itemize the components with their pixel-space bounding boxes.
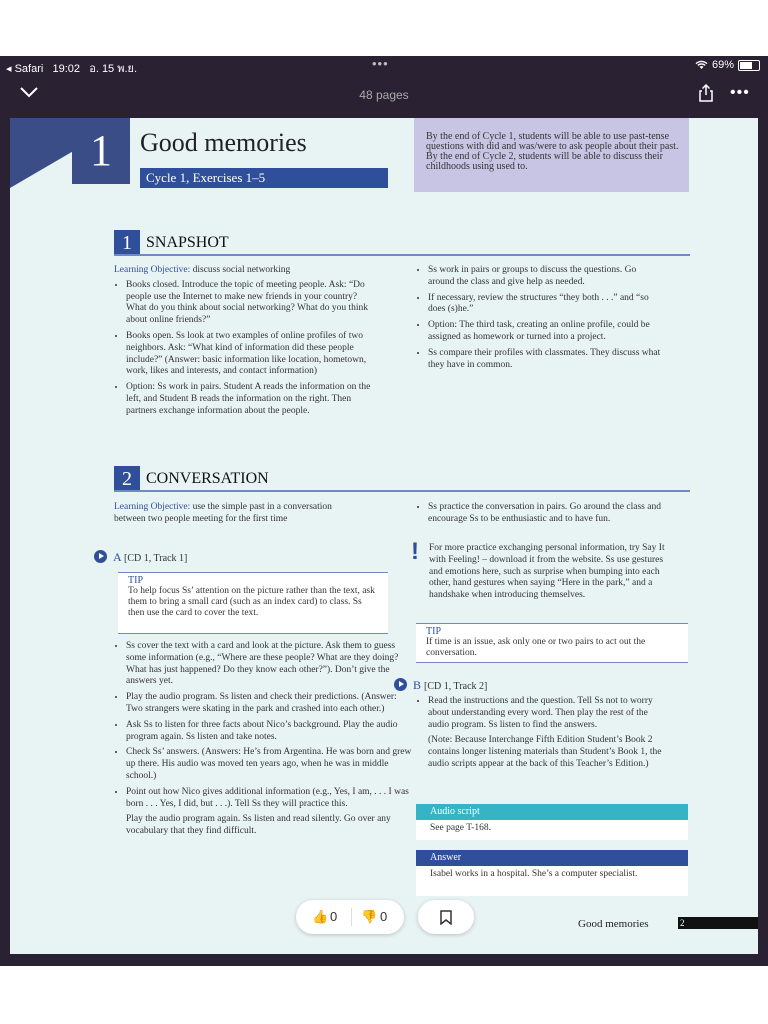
thumbs-up-icon[interactable]: 👍 <box>312 909 329 924</box>
footer-title: Good memories <box>578 918 649 930</box>
unit-title: Good memories <box>140 128 307 157</box>
divider <box>351 908 352 926</box>
unit-summary: By the end of Cycle 1, students will be able to use past-tense questions with did and was/were to ask people about their past. By the end of Cycle 2, students will be able to discuss their childhoods using used to. <box>414 118 689 192</box>
list-item: • Play the audio program. Ss listen and check their predictions. (Answer: Two strangers were skating in the park and crashed into each other.) <box>126 692 414 716</box>
conversation-left-column <box>114 641 414 838</box>
answer-box: Isabel works in a hospital. She’s a computer specialist. <box>416 866 688 896</box>
reaction-pill <box>296 900 404 934</box>
thumbs-down-icon[interactable]: 👎 <box>361 909 378 924</box>
audio-script-box: See page T-168. <box>416 820 688 840</box>
lo-text: use the simple past in a conversation between two people meeting for the first time <box>114 502 332 524</box>
list-item: • If necessary, review the structures “they both . . .” and “so does (s)he.” <box>428 293 662 317</box>
exercise-b-heading <box>394 678 487 694</box>
more-options-icon[interactable]: ••• <box>730 84 750 101</box>
conversation-right-column <box>416 502 666 530</box>
list-item: • Books open. Ss look at two examples of online profiles of two neighbors. Ask: “What kind of information did these people include?” (Answer: basic information like location, hometown, work, likes and interests, and contact information) <box>126 331 376 378</box>
status-time: 19:02 <box>52 63 81 75</box>
conversation-learning-objective <box>114 502 352 526</box>
page-count: 48 pages <box>359 88 409 102</box>
play-audio-icon[interactable] <box>94 550 107 563</box>
dislike-count: 0 <box>380 909 388 924</box>
snapshot-right-column <box>416 265 662 375</box>
tip-box <box>118 572 388 634</box>
extra-practice-note: For more practice exchanging personal information, try Say It with Feeling! – download it from the website. Ss use gestures and emotions here, such as surprise when bumping into each other, hand gestures when saying “Here in the park,” and a handshake when introducing themselves. <box>429 543 665 601</box>
lo-label: Learning Objective: <box>114 265 191 275</box>
note-paragraph: (Note: Because Interchange Fifth Edition Student’s Book 2 contains longer listening materials than Student’s Book 1, the audio scripts appear at the back of this Teacher’s Edition.) <box>428 735 662 769</box>
tip-box <box>416 623 688 663</box>
list-item: • Check Ss’ answers. (Answers: He’s from Argentina. He was born and grew up there. His audio was moved ten years ago, when he was in middle school.) <box>126 747 414 782</box>
exercise-b-label: B <box>413 678 422 692</box>
paragraph: Play the audio program again. Ss listen and read silently. Go over any vocabulary that they find difficult. <box>126 814 391 837</box>
exercise-a-heading <box>94 550 187 566</box>
tip-text: If time is an issue, ask only one or two pairs to act out the conversation. <box>426 637 646 658</box>
list-item: • Ss practice the conversation in pairs. Go around the class and encourage Ss to be enthusiastic and to have fun. <box>428 502 666 526</box>
snapshot-number: 1 <box>114 230 140 256</box>
multitask-dots-icon[interactable]: ••• <box>372 56 389 71</box>
conversation-header <box>114 466 690 492</box>
bookmark-icon <box>440 910 452 925</box>
play-audio-icon[interactable] <box>394 678 407 691</box>
exercise-b-column <box>416 696 666 771</box>
tip-label: TIP <box>426 626 441 637</box>
status-bar-right <box>695 59 760 71</box>
battery-percent: 69% <box>711 59 734 71</box>
cycle-label: Cycle 1, Exercises 1–5 <box>140 168 388 188</box>
battery-icon <box>738 60 760 71</box>
tip-text: To help focus Ss’ attention on the picture rather than the text, ask them to bring a small card (such as an index card) to class. Ss then use the card to cover the text. <box>128 586 375 618</box>
tip-label: TIP <box>128 575 143 586</box>
snapshot-left-column <box>114 265 376 422</box>
conversation-number: 2 <box>114 466 140 492</box>
answer-bar: Answer <box>416 850 688 866</box>
status-bar-left <box>6 59 137 77</box>
list-item: • Ss compare their profiles with classmates. They discuss what they have in common. <box>428 348 662 372</box>
section-divider <box>114 490 690 492</box>
wifi-icon <box>695 60 708 70</box>
list-item: • Books closed. Introduce the topic of meeting people. Ask: “Do people use the Internet to make new friends in your country? What do you think about social networking? What do you think about online friends?” <box>126 280 376 327</box>
section-divider <box>114 254 690 256</box>
learning-objective <box>114 265 376 277</box>
document-frame <box>0 118 768 966</box>
list-item: • Ss work in pairs or groups to discuss the questions. Go around the class and give help as needed. <box>428 265 662 289</box>
status-date: อ. 15 พ.ย. <box>89 63 138 75</box>
audio-script-bar: Audio script <box>416 804 688 820</box>
list-item: • Option: The third task, creating an online profile, could be assigned as homework or turned into a project. <box>428 320 662 344</box>
bookmark-button[interactable] <box>418 900 474 934</box>
list-item: • Point out how Nico gives additional information (e.g., Yes, I am, . . . I was born . . . Yes, I did, but . . .). Tell Ss they will practice this. <box>126 787 414 811</box>
status-app[interactable]: Safari <box>14 63 44 75</box>
list-item: • Read the instructions and the question. Tell Ss not to worry about understanding every word. Then play the rest of the audio program. Ss listen to find the answers. <box>428 696 666 731</box>
like-count: 0 <box>330 909 338 924</box>
exercise-b-track: [CD 1, Track 2] <box>424 681 488 692</box>
lo-label: Learning Objective: <box>114 502 191 512</box>
exercise-a-track: [CD 1, Track 1] <box>124 553 188 564</box>
exclamation-icon: ! <box>411 538 419 565</box>
footer-page-number: 2 <box>678 917 758 929</box>
snapshot-title: SNAPSHOT <box>146 234 229 251</box>
unit-number: 1 <box>72 118 130 184</box>
list-item: • Ss cover the text with a card and look at the picture. Ask them to guess some information (e.g., “Where are these people? What are they doing? What has just happened? Do they know each other?”). Don’t give the answers yet. <box>126 641 414 688</box>
exercise-a-label: A <box>113 550 122 564</box>
conversation-title: CONVERSATION <box>146 470 269 487</box>
list-item: • Option: Ss work in pairs. Student A reads the information on the left, and Student B reads the information on the right. Then partners exchange information about the people. <box>126 382 376 417</box>
list-item: • Ask Ss to listen for three facts about Nico’s background. Play the audio program again. Ss listen and take notes. <box>126 720 414 744</box>
viewer-topbar <box>0 56 768 118</box>
snapshot-header <box>114 230 690 256</box>
lo-text: discuss social networking <box>190 265 291 275</box>
document-page <box>10 118 758 954</box>
share-icon[interactable] <box>698 84 714 102</box>
back-to-app-icon[interactable]: ◂ <box>6 63 12 75</box>
